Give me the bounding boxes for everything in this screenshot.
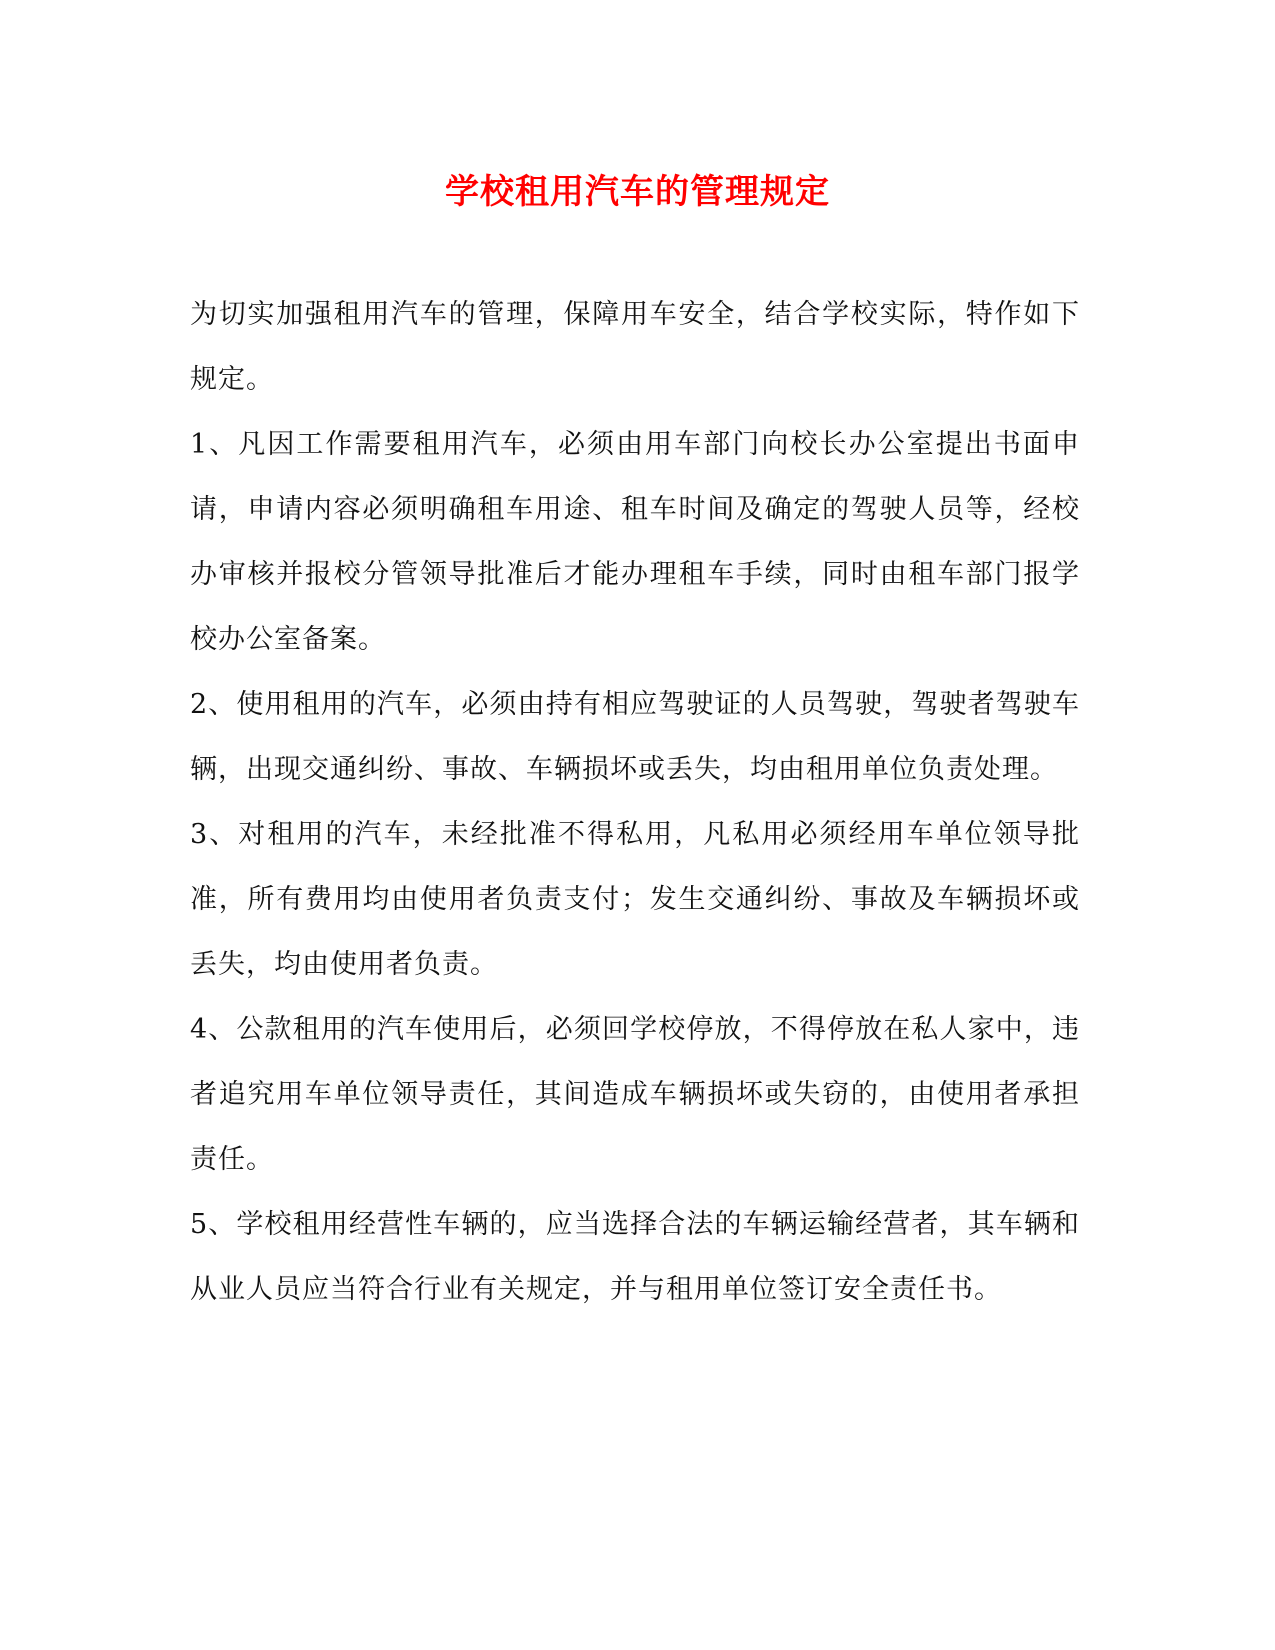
rule-paragraph-5: 5、学校租用经营性车辆的，应当选择合法的车辆运输经营者，其车辆和从业人员应当符合行业有关规定，并与租用单位签订安全责任书。 [190,1209,1080,1305]
intro-paragraph: 为切实加强租用汽车的管理，保障用车安全，结合学校实际，特作如下规定。 [190,299,1080,395]
rule-paragraph-3: 3、对租用的汽车，未经批准不得私用，凡私用必须经用车单位领导批准，所有费用均由使用者负责支付；发生交通纠纷、事故及车辆损坏或丢失，均由使用者负责。 [190,819,1080,980]
rule-paragraph-2: 2、使用租用的汽车，必须由持有相应驾驶证的人员驾驶，驾驶者驾驶车辆，出现交通纠纷、事故、车辆损坏或丢失，均由租用单位负责处理。 [190,689,1080,785]
document-title: 学校租用汽车的管理规定 [445,172,830,212]
document-body [190,282,1080,1322]
rule-paragraph-4: 4、公款租用的汽车使用后，必须回学校停放，不得停放在私人家中，违者追究用车单位领导责任，其间造成车辆损坏或失窃的，由使用者承担责任。 [190,1014,1080,1175]
rule-paragraph-1: 1、凡因工作需要租用汽车，必须由用车部门向校长办公室提出书面申请，申请内容必须明确租车用途、租车时间及确定的驾驶人员等，经校办审核并报校分管领导批准后才能办理租车手续，同时由租车部门报学校办公室备案。 [190,429,1080,655]
